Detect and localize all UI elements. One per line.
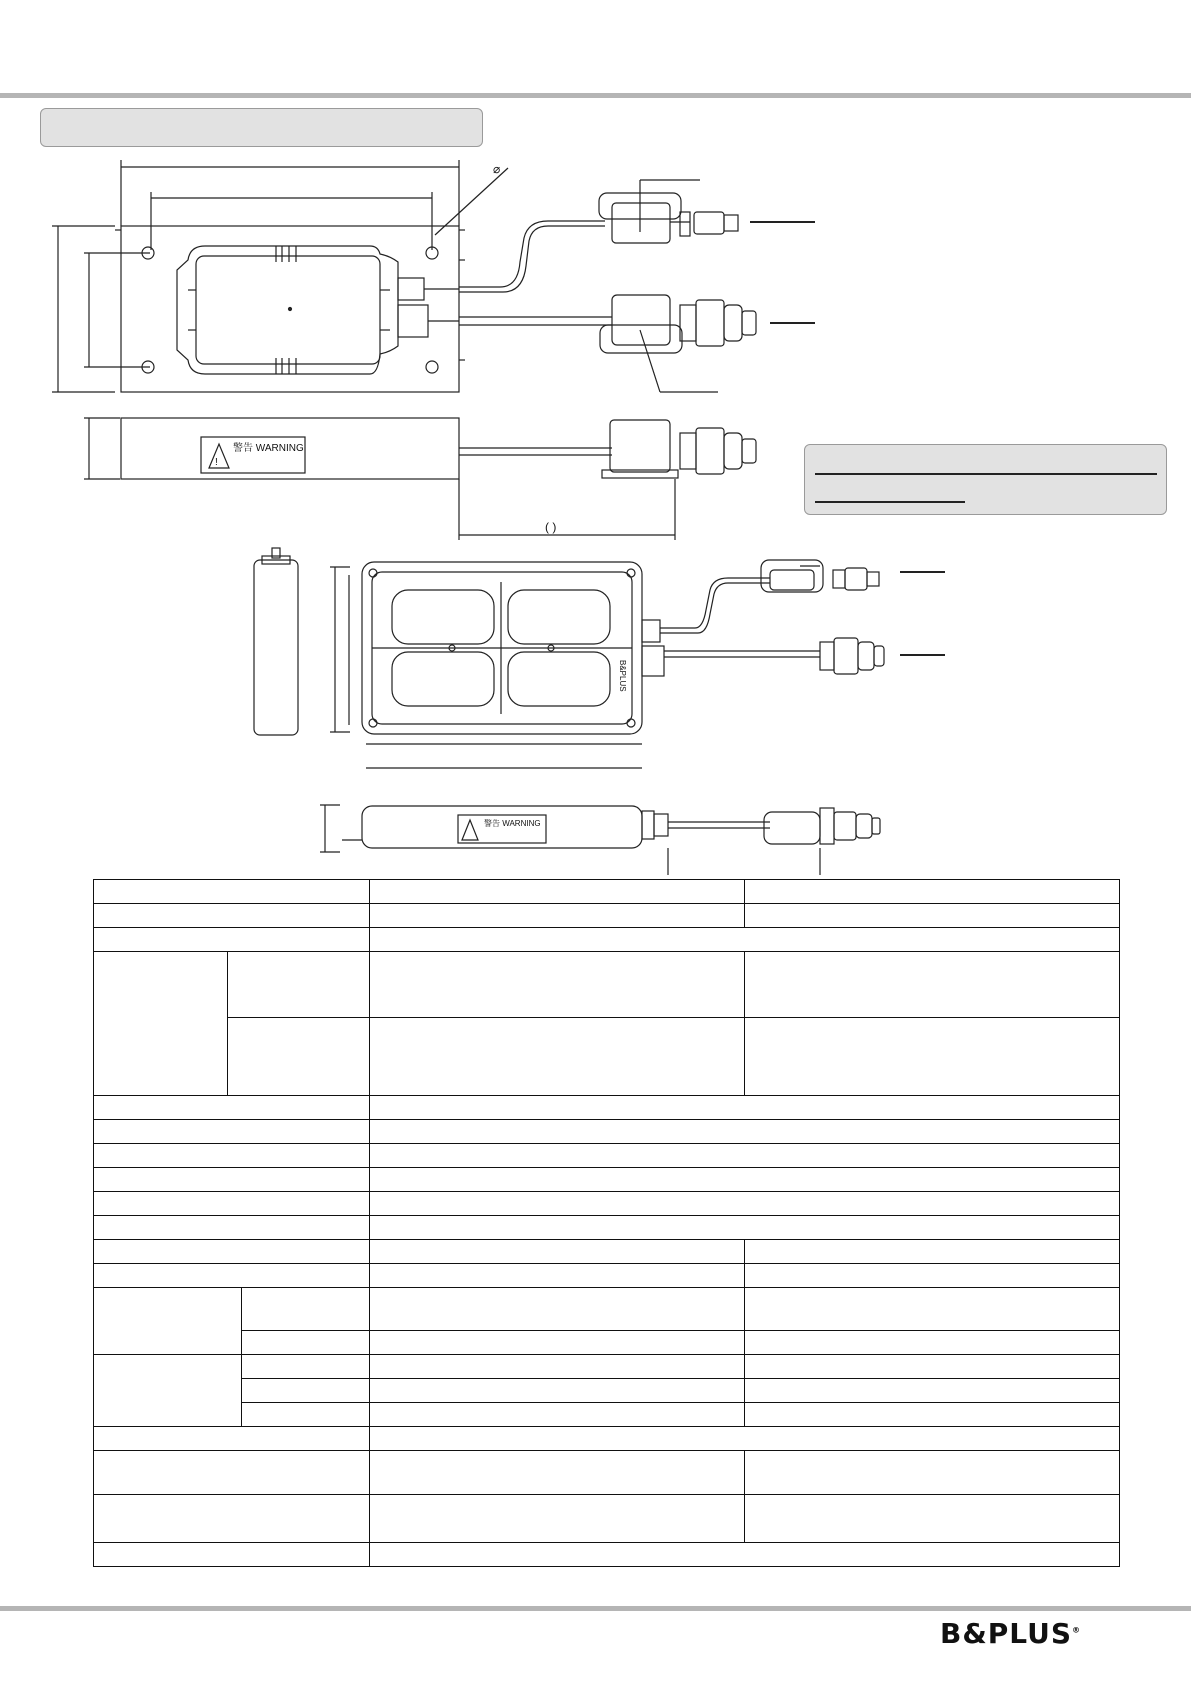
brand-logo: [940, 1617, 1081, 1650]
table-row: [94, 952, 1120, 1018]
table-row: [94, 1331, 1120, 1355]
table-row: [94, 928, 1120, 952]
note-line-1: [815, 473, 1157, 475]
table-row: [94, 1543, 1120, 1567]
table-row: [94, 1451, 1120, 1495]
brand-logo-text: B&PLUS: [940, 1617, 1073, 1650]
table-row: [94, 1240, 1120, 1264]
note-line-2: [815, 501, 965, 503]
table-row: [94, 1168, 1120, 1192]
table-row: [94, 1192, 1120, 1216]
table-row: [94, 1288, 1120, 1331]
diameter-symbol: ⌀: [493, 162, 501, 176]
table-row: [94, 1355, 1120, 1379]
table-row: [94, 1379, 1120, 1403]
note-box: [804, 444, 1167, 515]
table-row: [94, 1096, 1120, 1120]
table-row: [94, 1495, 1120, 1543]
side-view-model-2: [320, 805, 880, 875]
top-view-cables: [459, 180, 815, 392]
top-view-plate: [52, 160, 508, 392]
dimension-paren: ( ): [545, 520, 557, 534]
side-brand-label: B&PLUS: [618, 660, 627, 692]
side-view: [84, 418, 756, 540]
warning-label-2: 警告 WARNING: [484, 819, 541, 828]
table-row: [94, 880, 1120, 904]
table-row: [94, 1018, 1120, 1096]
warning-triangle-glyph: !: [215, 457, 218, 468]
table-row: [94, 1264, 1120, 1288]
table-row: [94, 1144, 1120, 1168]
table-row: [94, 904, 1120, 928]
edge-view-model-2: [254, 548, 298, 735]
table-row: [94, 1216, 1120, 1240]
registered-mark: ®: [1072, 1625, 1082, 1635]
table-row: [94, 1403, 1120, 1427]
front-view-model-2: [330, 560, 945, 768]
spec-table: [93, 879, 1120, 1567]
bottom-rule: [0, 1606, 1191, 1611]
warning-label: 警告 WARNING: [233, 443, 304, 454]
table-row: [94, 1427, 1120, 1451]
table-row: [94, 1120, 1120, 1144]
